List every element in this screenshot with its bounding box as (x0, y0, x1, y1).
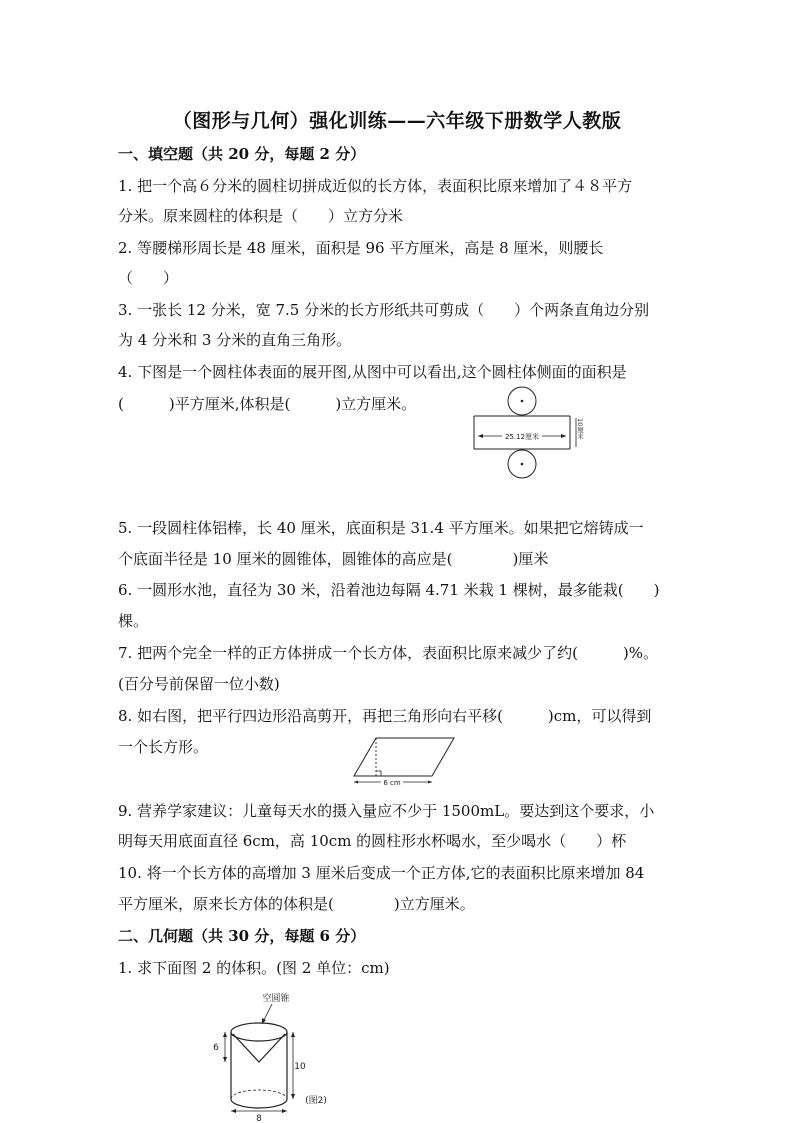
q8-parallelogram-figure (348, 734, 460, 790)
cylinder-bottom-front (231, 1099, 287, 1108)
cylinder-height-arrow-bottom (291, 1094, 295, 1099)
q7-line-1: 7. 把两个完全一样的正方体拼成一个长方体，表面积比原来减少了约( )%。 (118, 644, 659, 662)
section-1-heading: 一、填空题（共 20 分，每题 2 分） (118, 145, 366, 163)
width-arrow-left (478, 434, 483, 438)
cylinder-bottom-back (231, 1090, 287, 1099)
width-arrow-right (561, 434, 566, 438)
q8-base-label: 6 cm (383, 779, 401, 787)
diameter-arrow-right (282, 1109, 287, 1113)
q9-line-1: 9. 营养学家建议：儿童每天水的摄入量应不少于 1500mL。要达到这个要求，小 (118, 802, 655, 820)
q8-line-2: 一个长方形。 (118, 738, 209, 756)
base-arrow-left (354, 781, 358, 784)
fig2-caption: (图2) (305, 1096, 327, 1106)
q6-line-2: 棵。 (118, 612, 149, 630)
q10-line-2: 平方厘米，原来长方体的体积是( )立方厘米。 (118, 895, 475, 913)
parallelogram (354, 738, 454, 776)
q5-line-2: 个底面半径是 10 厘米的圆锥体，圆锥体的高应是( )厘米 (118, 550, 549, 568)
q6-line-1: 6. 一圆形水池，直径为 30 米，沿着池边每隔 4.71 米栽 1 棵树，最多能栽( ) (118, 581, 660, 599)
q1-line-2: 分米。原来圆柱的体积是（ ）立方分米 (118, 207, 404, 225)
fig2-diameter: 8 (256, 1114, 262, 1123)
q3-line-1: 3. 一张长 12 分米，宽 7.5 分米的长方形纸共可剪成（ ）个两条直角边分别 (118, 301, 650, 319)
bottom-circle-center (521, 463, 524, 466)
q7-line-2: (百分号前保留一位小数) (118, 675, 280, 693)
fig2-cone-height: 6 (213, 1043, 219, 1053)
q3-line-2: 为 4 分米和 3 分米的直角三角形。 (118, 331, 352, 349)
fig2-cylinder-height: 10 (294, 1062, 306, 1072)
q4-line-1: 4. 下图是一个圆柱体表面的展开图,从图中可以看出,这个圆柱体侧面的面积是 (118, 363, 627, 381)
q8-line-1: 8. 如右图，把平行四边形沿高剪开，再把三角形向右平移( )cm，可以得到 (118, 707, 652, 725)
base-arrow-right (428, 781, 432, 784)
q10-line-1: 10. 将一个长方体的高增加 3 厘米后变成一个正方体,它的表面积比原来增加 84 (118, 864, 645, 882)
diameter-arrow-left (231, 1109, 236, 1113)
section-2-heading: 二、几何题（共 30 分，每题 6 分） (118, 927, 366, 945)
q1-line-1: 1. 把一个高６分米的圆柱切拼成近似的长方体，表面积比原来增加了４８平方 (118, 177, 633, 195)
q2-line-2: （ ） (118, 269, 179, 287)
q4-cylinder-net-figure (472, 384, 592, 488)
page-title: （图形与几何）强化训练——六年级下册数学人教版 (172, 110, 622, 132)
cone-height-arrow-bottom (223, 1057, 227, 1062)
q9-line-2: 明每天用底面直径 6cm，高 10cm 的圆柱形水杯喝水，至少喝水（ ）杯 (118, 832, 627, 850)
s2-q1-line: 1. 求下面图 2 的体积。(图 2 单位：cm) (118, 959, 390, 977)
right-angle-mark (376, 771, 381, 776)
top-circle-center (521, 400, 524, 403)
q4-width-label: 25.12厘米 (504, 433, 540, 441)
cylinder-top (231, 1023, 287, 1041)
fig2-cone-label: 空圆锥 (262, 994, 290, 1004)
cylinder-height-arrow-top (291, 1032, 295, 1037)
cone-height-arrow-top (223, 1032, 227, 1037)
cone-sides (233, 1034, 285, 1062)
fig2-cylinder-cone-figure (206, 990, 346, 1123)
q4-height-label: 10厘米 (576, 418, 584, 440)
q4-line-2: ( )平方厘米,体积是( )立方厘米。 (118, 395, 417, 413)
q2-line-1: 2. 等腰梯形周长是 48 厘米，面积是 96 平方厘米，高是 8 厘米，则腰长 (118, 239, 604, 257)
q5-line-1: 5. 一段圆柱体铝棒，长 40 厘米，底面积是 31.4 平方厘米。如果把它熔铸成一 (118, 519, 644, 537)
